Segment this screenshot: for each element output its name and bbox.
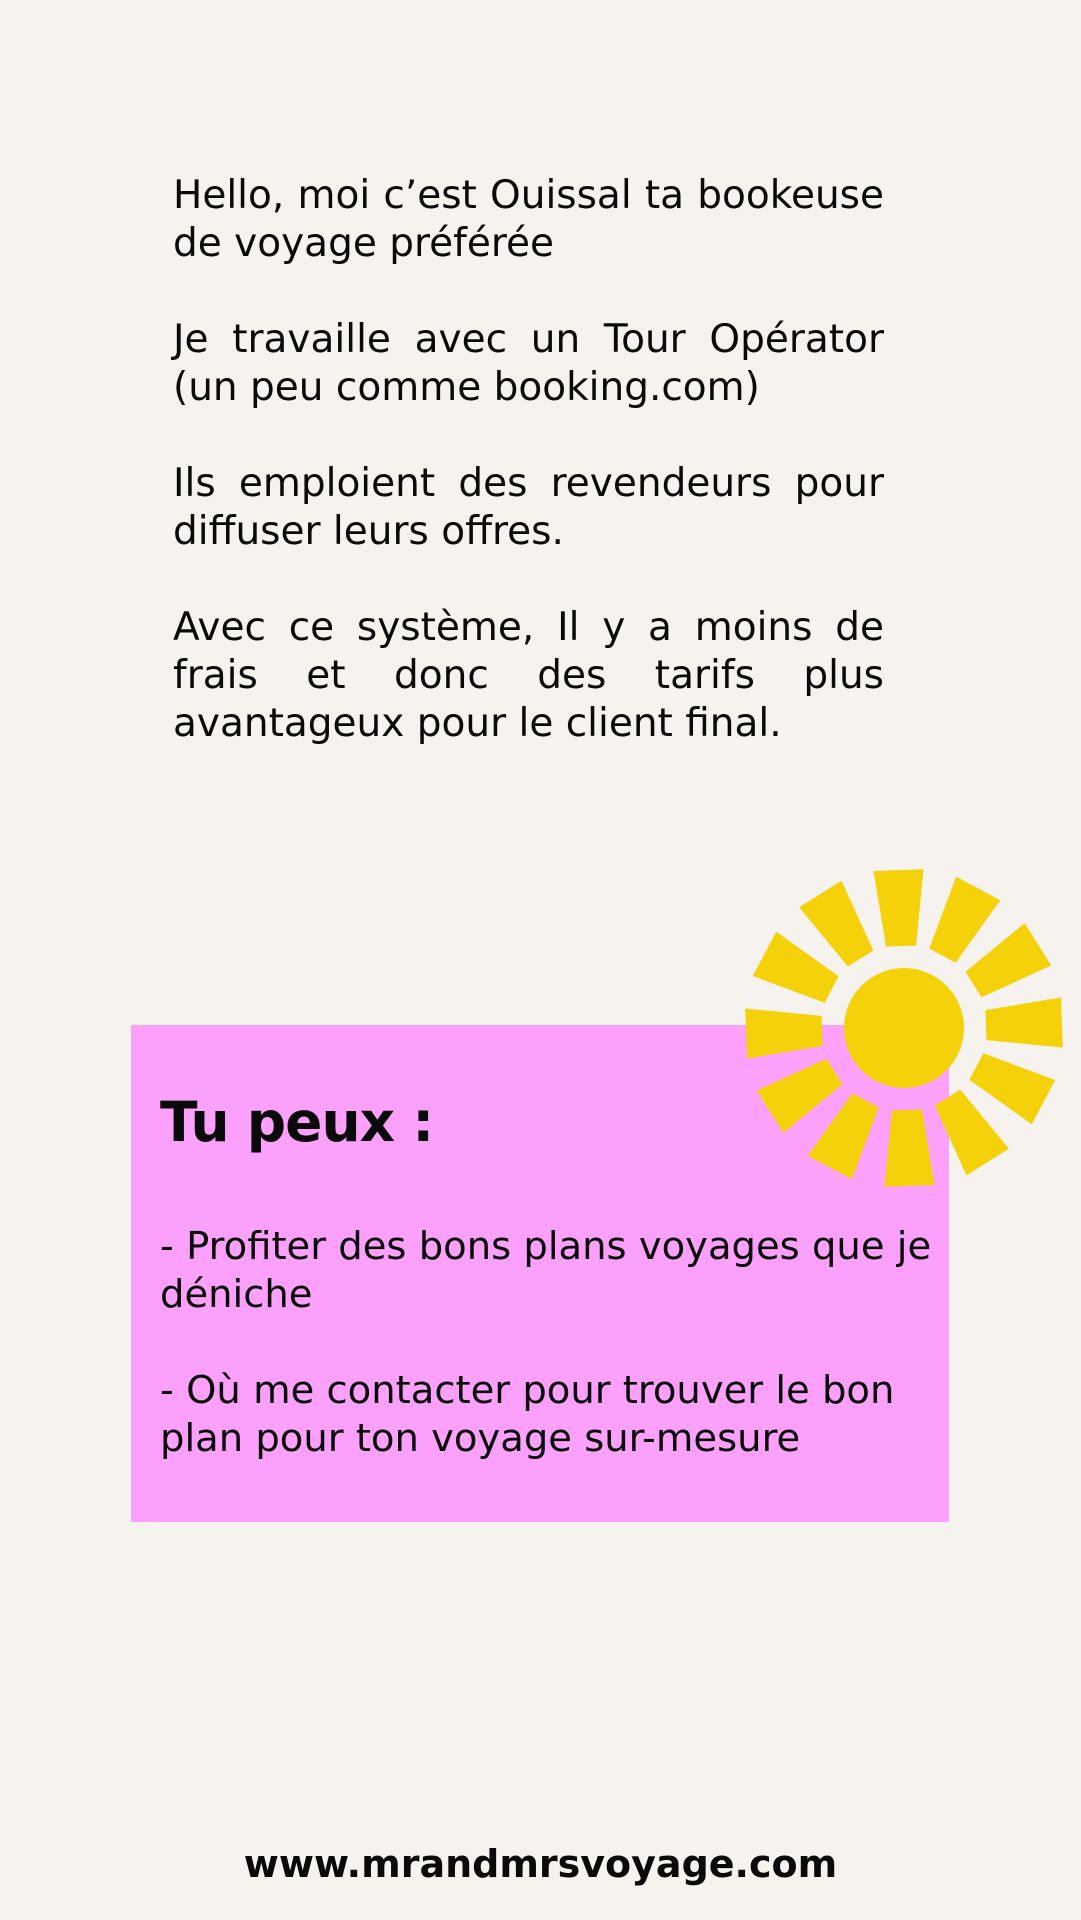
box-list: [160, 1223, 940, 1463]
sun-ray: [745, 1009, 822, 1059]
sun-ray: [799, 881, 873, 967]
box-title: Tu peux :: [160, 1090, 434, 1154]
box-item-2: - Où me contacter pour trouver le bon plan pour ton voyage sur-mesure: [160, 1368, 895, 1461]
sun-ray: [874, 869, 924, 946]
sun-icon: [736, 862, 1076, 1202]
sun-ray: [929, 877, 1000, 963]
intro-text: [173, 172, 884, 748]
box-item-1: - Profiter des bons plans voyages que je déniche: [160, 1224, 932, 1317]
intro-paragraph-1: Hello, moi c’est Ouissal ta bookeuse de voyage préférée: [173, 173, 884, 266]
intro-paragraph-3: Ils emploient des revendeurs pour diffuser leurs offres.: [173, 461, 884, 554]
sun-ray: [966, 923, 1052, 997]
sun-ray: [753, 932, 839, 1003]
sun-ray: [985, 998, 1062, 1048]
website-url: www.mrandmrsvoyage.com: [243, 1842, 838, 1886]
sun-ray: [935, 1090, 1009, 1176]
sun-ray: [885, 1109, 935, 1186]
sun-ray: [757, 1059, 843, 1133]
sun-ray: [808, 1093, 879, 1179]
intro-paragraph-4: Avec ce système, Il y a moins de frais et donc des tarifs plus avantageux pour le client final.: [173, 605, 884, 746]
sun-ray: [969, 1053, 1055, 1124]
intro-paragraph-2: Je travaille avec un Tour Opérator (un peu comme booking.com): [173, 317, 884, 410]
